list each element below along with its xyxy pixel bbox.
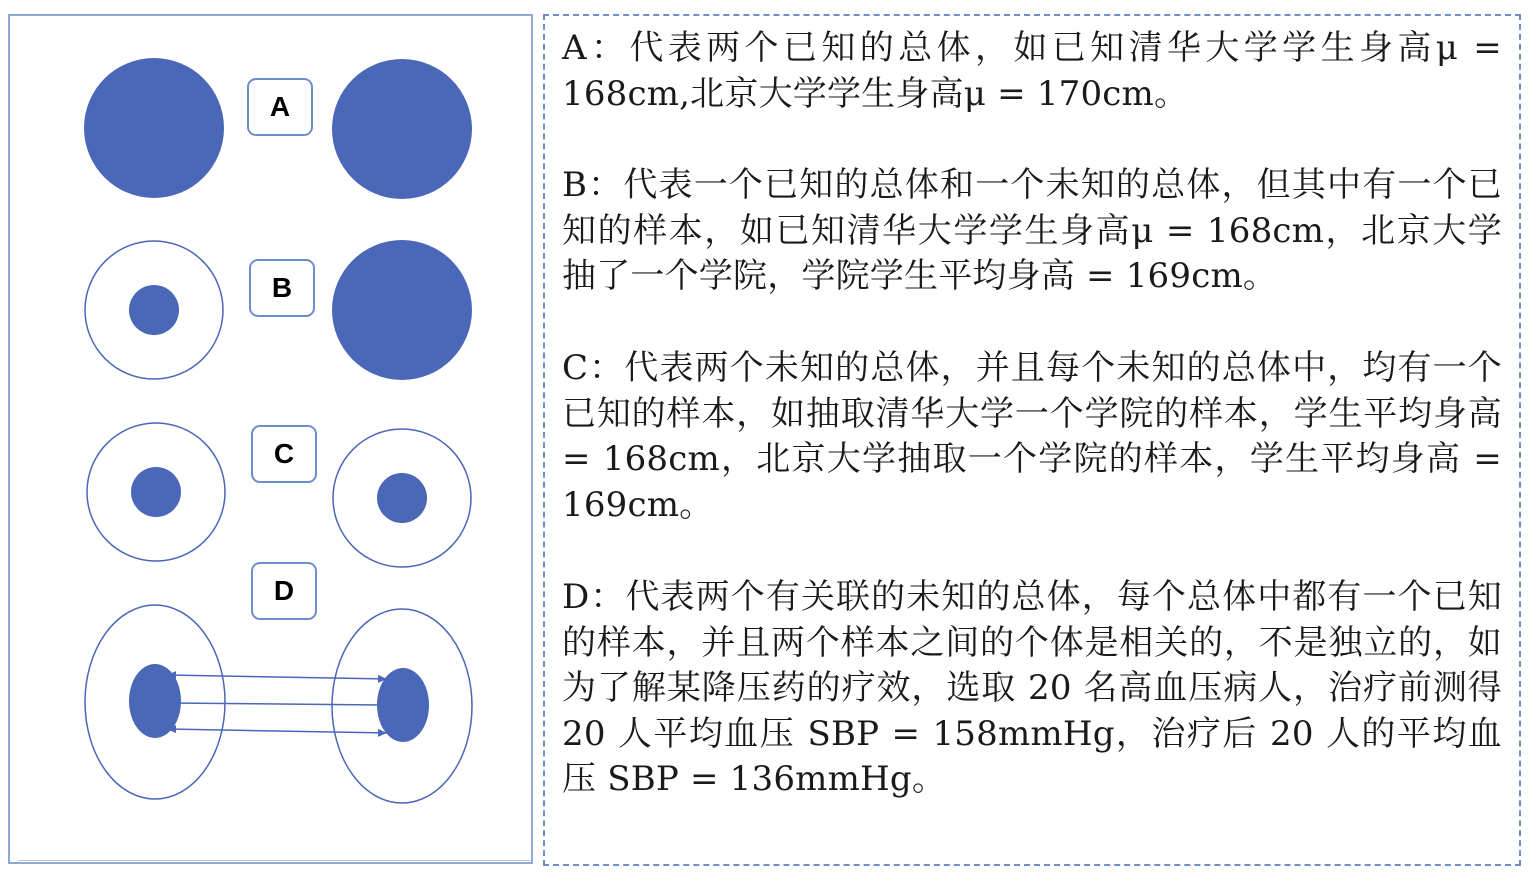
population-a-left — [84, 58, 224, 198]
sample-c-right — [377, 473, 427, 523]
description-c: C：代表两个未知的总体，并且每个未知的总体中，均有一个已知的样本，如抽取清华大学一个学院的样本，学生平均身高 = 168cm，北京大学抽取一个学院的样本，学生平均身高 = 169cm。 — [562, 348, 1502, 525]
description-d: D：代表两个有关联的未知的总体，每个总体中都有一个已知的样本，并且两个样本之间的个体是相关的，不是独立的，如为了解某降压药的疗效，选取 20 名高血压病人，治疗前测得 20 人平均血压 SBP = 158mmHg，治疗后 20 人的平均血压 SBP = 136mmHg。 — [562, 577, 1502, 799]
population-a-right — [332, 59, 472, 199]
pair-link-1 — [168, 675, 386, 679]
population-b-right — [332, 240, 472, 380]
sample-b-left — [129, 285, 179, 335]
description-a: A：代表两个已知的总体，如已知清华大学学生身高μ = 168cm,北京大学学生身高μ = 170cm。 — [562, 28, 1502, 114]
label-b: B — [249, 259, 315, 317]
label-a: A — [247, 78, 313, 136]
sample-c-left — [131, 467, 181, 517]
pair-link-3 — [168, 729, 386, 733]
pair-link-2 — [170, 703, 387, 705]
label-d: D — [251, 562, 317, 620]
description-b: B：代表一个已知的总体和一个未知的总体，但其中有一个已知的样本，如已知清华大学学生身高μ = 168cm，北京大学抽了一个学院，学院学生平均身高 = 169cm。 — [562, 165, 1502, 296]
label-c: C — [251, 425, 317, 483]
